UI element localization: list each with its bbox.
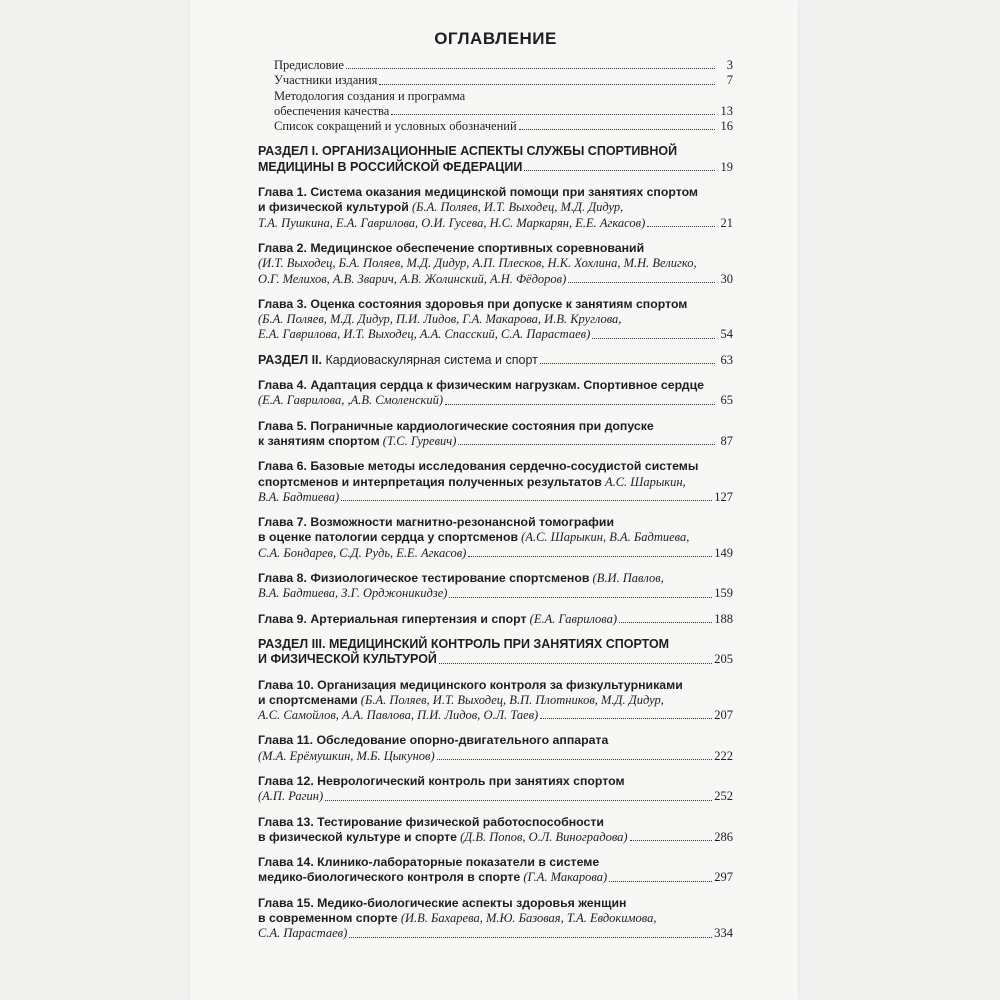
chapter-entry[interactable]: Глава 7. Возможности магнитно-резонансной томографии в оценке патологии сердца у спортсменов (А.С. Шарыкин, В.А. Бадтиева, С.А. Бондарев, С.Д. Рудь, Е.Е. Агкасов) 149: [258, 515, 733, 560]
toc-entry[interactable]: Методология создания и программа обеспечения качества 13: [274, 88, 733, 118]
chapter-entry[interactable]: Глава 10. Организация медицинского контроля за физкультурниками и спортсменами (Б.А. Поляев, И.Т. Выходец, В.П. Плотников, М.Д. Дидур, А.С. Самойлов, А.А. Павлова, П.И. Лидов, О.Л. Таев) 207: [258, 677, 733, 723]
page-number: 54: [720, 327, 733, 342]
page-number: 65: [720, 393, 733, 408]
table-of-contents: [258, 28, 733, 952]
chapter-entry[interactable]: Глава 8. Физиологическое тестирование спортсменов (В.И. Павлов, В.А. Бадтиева, З.Г. Орджоникидзе) 159: [258, 571, 733, 601]
chapter-entry[interactable]: Глава 2. Медицинское обеспечение спортивных соревнований (И.Т. Выходец, Б.А. Поляев, М.Д. Дидур, А.П. Плесков, Н.К. Хохлина, М.Н. Велигко, О.Г. Мелихов, А.В. Зварич, А.В. Жолинский, А.Н. Фёдоров) 30: [258, 240, 733, 286]
page-number: 127: [714, 489, 733, 504]
page-number: 222: [714, 748, 733, 763]
page-number: 297: [714, 870, 733, 885]
page-number: 3: [726, 58, 733, 72]
page-number: 149: [714, 545, 733, 560]
page-number: 334: [714, 926, 733, 941]
page-number: 19: [720, 159, 733, 174]
page-number: 252: [714, 789, 733, 804]
page-number: 7: [726, 73, 733, 88]
chapter-entry[interactable]: Глава 15. Медико-биологические аспекты здоровья женщин в современном спорте (И.В. Бахарева, М.Ю. Базовая, Т.А. Евдокимова, С.А. Парастаев) 334: [258, 895, 733, 941]
chapter-entry[interactable]: Глава 13. Тестирование физической работоспособности в физической культуре и спорте (Д.В. Попов, О.Л. Виноградова) 286: [258, 814, 733, 844]
chapter-entry[interactable]: Глава 3. Оценка состояния здоровья при допуске к занятиям спортом (Б.А. Поляев, М.Д. Дидур, П.И. Лидов, Г.А. Макарова, И.В. Круглова, Е.А. Гаврилова, И.Т. Выходец, А.А. Спасский, С.А. Парастаев) 54: [258, 296, 733, 342]
page-number: 205: [714, 652, 733, 667]
chapter-entry[interactable]: Глава 4. Адаптация сердца к физическим нагрузкам. Спортивное сердце (Е.А. Гаврилова, ,А.В. Смоленский) 65: [258, 378, 733, 408]
page-title: ОГЛАВЛЕНИЕ: [434, 29, 557, 48]
toc-entry[interactable]: Предисловие 3: [274, 58, 733, 72]
section-heading[interactable]: РАЗДЕЛ III. МЕДИЦИНСКИЙ КОНТРОЛЬ ПРИ ЗАНЯТИЯХ СПОРТОМ И ФИЗИЧЕСКОЙ КУЛЬТУРОЙ 205: [258, 636, 733, 667]
toc-entry[interactable]: Список сокращений и условных обозначений 16: [274, 119, 733, 134]
section-heading[interactable]: РАЗДЕЛ II. Кардиоваскулярная система и спорт 63: [258, 352, 733, 367]
chapter-entry[interactable]: Глава 6. Базовые методы исследования сердечно-сосудистой системы спортсменов и интерпретация полученных результатов А.С. Шарыкин, В.А. Бадтиева) 127: [258, 459, 733, 504]
chapter-entry[interactable]: Глава 11. Обследование опорно-двигательного аппарата (М.А. Ерёмушкин, М.Б. Цыкунов) 222: [258, 733, 733, 763]
toc-entry[interactable]: Участники издания 7: [274, 73, 733, 88]
page-number: 207: [714, 708, 733, 723]
page-number: 87: [720, 433, 733, 448]
chapter-entry[interactable]: Глава 1. Система оказания медицинской помощи при занятиях спортом и физической культурой (Б.А. Поляев, И.Т. Выходец, М.Д. Дидур, Т.А. Пушкина, Е.А. Гаврилова, О.И. Гусева, Н.С. Маркарян, Е.Е. Агкасов) 21: [258, 185, 733, 230]
page-number: 63: [720, 352, 733, 367]
page-number: 30: [720, 271, 733, 286]
page-number: 13: [720, 103, 733, 118]
chapter-entry[interactable]: Глава 9. Артериальная гипертензия и спорт (Е.А. Гаврилова) 188: [258, 611, 733, 626]
front-matter: [258, 58, 733, 134]
section-heading[interactable]: РАЗДЕЛ I. ОРГАНИЗАЦИОННЫЕ АСПЕКТЫ СЛУЖБЫ СПОРТИВНОЙ МЕДИЦИНЫ В РОССИЙСКОЙ ФЕДЕРАЦИИ 19: [258, 144, 733, 174]
chapter-entry[interactable]: Глава 14. Клинико-лабораторные показатели в системе медико-биологического контроля в спорте (Г.А. Макарова) 297: [258, 855, 733, 885]
page-number: 188: [714, 611, 733, 626]
chapter-entry[interactable]: Глава 12. Неврологический контроль при занятиях спортом (А.П. Рагин) 252: [258, 773, 733, 804]
page-number: 16: [720, 119, 733, 134]
page-number: 159: [714, 586, 733, 601]
page-number: 286: [714, 829, 733, 844]
chapter-entry[interactable]: Глава 5. Пограничные кардиологические состояния при допуске к занятиям спортом (Т.С. Гуревич) 87: [258, 418, 733, 448]
page-number: 21: [720, 215, 733, 230]
